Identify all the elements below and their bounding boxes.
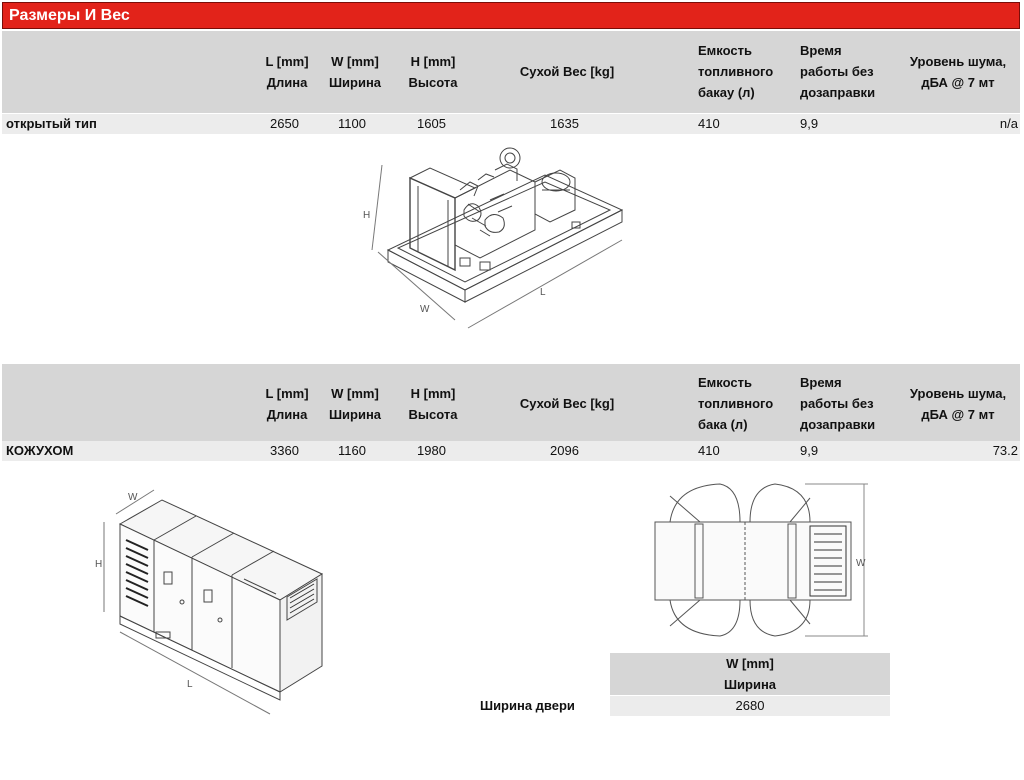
page-title: Размеры И Вес [9,7,130,24]
open-generator-drawing [360,140,630,340]
door-width-label: Ширина двери [480,698,575,713]
col-noise-header: Уровень шума, дБА @ 7 мт [909,54,1007,90]
cell-noise: n/a [999,116,1018,131]
door-width-row [610,696,890,716]
col-weight-header: Сухой Вес [kg] [519,64,615,79]
col-h-header: H [mm] Высота [408,54,458,90]
col-l-header: L [mm] Длина [265,386,309,422]
col-runtime-header: Время работы без дозаправки [800,43,876,100]
col-fuel-header: Емкость топливного бака (л) [698,375,774,432]
dim-w-label: W [128,492,138,503]
col-w-header: W [mm] Ширина [328,386,382,422]
cell-weight: 1635 [550,116,579,131]
door-swing-top-view [640,480,880,640]
door-width-unit: W [mm] [726,656,774,671]
col-runtime-header: Время работы без дозаправки [800,375,876,432]
col-w-header: W [mm] Ширина [328,54,382,90]
dim-h-label: H [95,559,103,570]
dim-l-label: L [540,287,546,298]
cell-l: 3360 [270,443,299,458]
col-h-header: H [mm] Высота [408,386,458,422]
dim-w-label: W [856,558,866,569]
row-label: открытый тип [6,116,97,131]
door-width-value: 2680 [735,698,765,713]
cell-h: 1980 [417,443,446,458]
col-fuel-header: Емкость топливного бакау (л) [698,43,774,100]
col-weight-header: Сухой Вес [kg] [519,396,615,411]
enclosed-generator-drawing [92,482,342,732]
dim-w-label: W [420,304,430,315]
cell-runtime: 9,9 [800,116,819,131]
title-bar [2,2,1020,29]
dim-h-label: H [363,210,371,221]
cell-w: 1160 [338,443,366,458]
row-label: КОЖУХОМ [6,443,74,458]
enclosed-header [2,364,1020,446]
open-type-header [2,31,1020,113]
cell-noise: 73.2 [992,443,1018,458]
cell-w: 1100 [338,116,366,131]
open-type-row [2,114,1020,134]
cell-fuel: 410 [698,116,720,131]
cell-runtime: 9,9 [800,443,819,458]
door-width-name: Ширина [723,677,777,692]
col-l-header: L [mm] Длина [265,54,309,90]
col-noise-header: Уровень шума, дБА @ 7 мт [909,386,1007,422]
cell-h: 1605 [417,116,446,131]
cell-l: 2650 [270,116,299,131]
cell-fuel: 410 [698,443,720,458]
dim-l-label: L [187,679,193,690]
cell-weight: 2096 [550,443,579,458]
enclosed-row [2,441,1020,461]
door-width-header [610,653,890,695]
